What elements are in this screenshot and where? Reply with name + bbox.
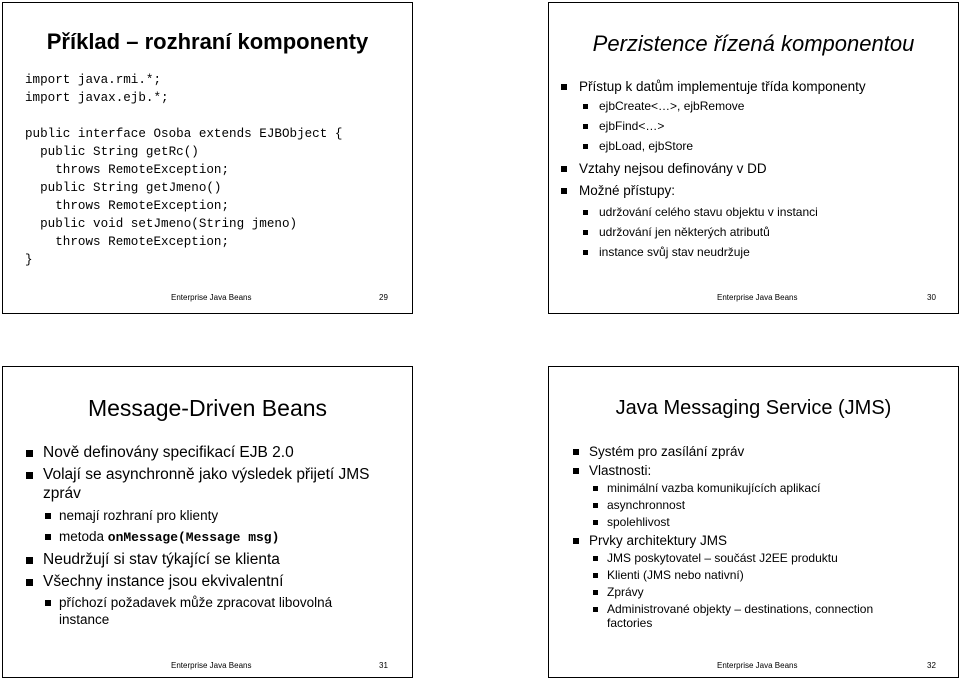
bullet-icon: [593, 590, 598, 595]
list-item: [559, 78, 949, 98]
list-item-text: Systém pro zasílání zpráv: [589, 444, 745, 459]
list-item: [23, 528, 393, 546]
list-item: [571, 551, 941, 566]
bullet-icon: [593, 503, 598, 508]
bullet-icon: [573, 538, 579, 544]
bullet-icon: [45, 600, 51, 606]
list-item-text: nemají rozhraní pro klienty: [59, 508, 219, 523]
list-item-text: spolehlivost: [607, 515, 670, 529]
list-item-text: instance svůj stav neudržuje: [599, 245, 750, 259]
list-item: [559, 118, 949, 138]
bullet-icon: [561, 166, 567, 172]
list-item-text: Možné přístupy:: [579, 183, 676, 198]
slide-number: 30: [927, 293, 936, 302]
bullet-icon: [45, 513, 51, 519]
list-item: [571, 443, 941, 460]
code-block: [25, 71, 342, 269]
bullet-icon: [593, 486, 598, 491]
bullet-icon: [26, 450, 33, 457]
list-item-text: Vlastnosti:: [589, 463, 652, 478]
list-item: [571, 602, 907, 630]
list-item-text: Přístup k datům implementuje třída komponenty: [579, 79, 866, 94]
list-item: [571, 498, 941, 513]
list-item: [571, 532, 941, 549]
list-item-text: Nově definovány specifikací EJB 2.0: [43, 444, 294, 461]
list-item-text: Prvky architektury JMS: [589, 533, 728, 548]
bullet-icon: [583, 230, 588, 235]
slide-title: Perzistence řízená komponentou: [592, 31, 915, 56]
bullet-icon: [573, 449, 579, 455]
slide-32: [548, 366, 959, 678]
code-line: import java.rmi.*;: [25, 73, 162, 87]
bullet-icon: [583, 124, 588, 129]
slide-title: Message-Driven Beans: [87, 395, 328, 421]
list-item: [23, 443, 393, 462]
list-item-text: Všechny instance jsou ekvivalentní: [43, 573, 284, 590]
bullet-icon: [45, 534, 51, 540]
list-item: [559, 138, 949, 160]
list-item-text: příchozí požadavek může zpracovat libovolná instance: [59, 595, 333, 627]
list-item: [23, 572, 393, 591]
list-item-text: Klienti (JMS nebo nativní): [607, 568, 744, 582]
list-item: [559, 182, 949, 204]
bullet-icon: [583, 210, 588, 215]
list-item: [571, 515, 941, 530]
list-item-text: ejbFind<…>: [599, 119, 665, 133]
list-item: [23, 594, 379, 628]
bullet-icon: [593, 520, 598, 525]
list-item-text: Volají se asynchronně jako výsledek přijetí JMS zpráv: [43, 466, 370, 502]
bullet-icon: [593, 556, 598, 561]
list-item: [23, 507, 393, 524]
list-item: [571, 585, 941, 600]
list-item-text: asynchronnost: [607, 498, 686, 512]
list-item: [559, 244, 949, 264]
list-item-text: udržování celého stavu objektu v instanci: [599, 205, 818, 219]
list-item-text: Administrované objekty – destinations, connection factories: [607, 602, 874, 630]
list-item: [559, 160, 949, 182]
bullet-list: [23, 443, 393, 628]
list-item: [559, 224, 949, 244]
bullet-icon: [583, 104, 588, 109]
bullet-icon: [593, 573, 598, 578]
bullet-icon: [573, 468, 579, 474]
bullet-icon: [26, 472, 33, 479]
list-item: [23, 465, 393, 503]
list-item: [559, 204, 949, 224]
list-item-text: Vztahy nejsou definovány v DD: [579, 161, 767, 176]
list-item: [571, 481, 941, 496]
slide-number: 29: [379, 293, 388, 302]
slide-footer: Enterprise Java Beans: [171, 661, 252, 670]
bullet-icon: [583, 144, 588, 149]
list-item-text: JMS poskytovatel – součást J2EE produktu: [607, 551, 838, 565]
list-item: [571, 568, 941, 583]
code-line: public String getJmeno(): [25, 181, 222, 195]
list-item-text: minimální vazba komunikujících aplikací: [607, 481, 821, 495]
slide-footer: Enterprise Java Beans: [171, 293, 252, 302]
code-line: public interface Osoba extends EJBObject {: [25, 127, 343, 141]
slide-footer: Enterprise Java Beans: [717, 661, 798, 670]
bullet-list: [571, 443, 941, 630]
list-item-text: ejbCreate<…>, ejbRemove: [599, 99, 745, 113]
list-item: [571, 462, 941, 479]
method-signature: onMessage(Message msg): [107, 530, 280, 545]
slide-title: Java Messaging Service (JMS): [615, 397, 892, 419]
list-item-text: Neudržují si stav týkající se klienta: [43, 551, 280, 568]
bullet-icon: [583, 250, 588, 255]
bullet-icon: [26, 557, 33, 564]
list-item-text: metoda: [59, 529, 108, 544]
slide-title: Příklad – rozhraní komponenty: [46, 29, 369, 54]
slide-footer: Enterprise Java Beans: [717, 293, 798, 302]
bullet-icon: [561, 84, 567, 90]
slide-31: [2, 366, 413, 678]
bullet-icon: [593, 607, 598, 612]
slide-number: 31: [379, 661, 388, 670]
code-line: import javax.ejb.*;: [25, 91, 169, 105]
bullet-list: [559, 78, 949, 264]
code-line: throws RemoteException;: [25, 163, 230, 177]
list-item-text: Zprávy: [607, 585, 644, 599]
code-line: throws RemoteException;: [25, 199, 230, 213]
bullet-icon: [26, 579, 33, 586]
code-line: public void setJmeno(String jmeno): [25, 217, 298, 231]
list-item-text: ejbLoad, ejbStore: [599, 139, 694, 153]
list-item: [23, 550, 393, 569]
slide-30: [548, 2, 959, 314]
slide-number: 32: [927, 661, 936, 670]
list-item-text: udržování jen některých atributů: [599, 225, 770, 239]
list-item: [559, 98, 949, 118]
code-line: throws RemoteException;: [25, 235, 230, 249]
code-line: public String getRc(): [25, 145, 199, 159]
bullet-icon: [561, 188, 567, 194]
code-line: }: [25, 253, 33, 267]
slide-29: [2, 2, 413, 314]
